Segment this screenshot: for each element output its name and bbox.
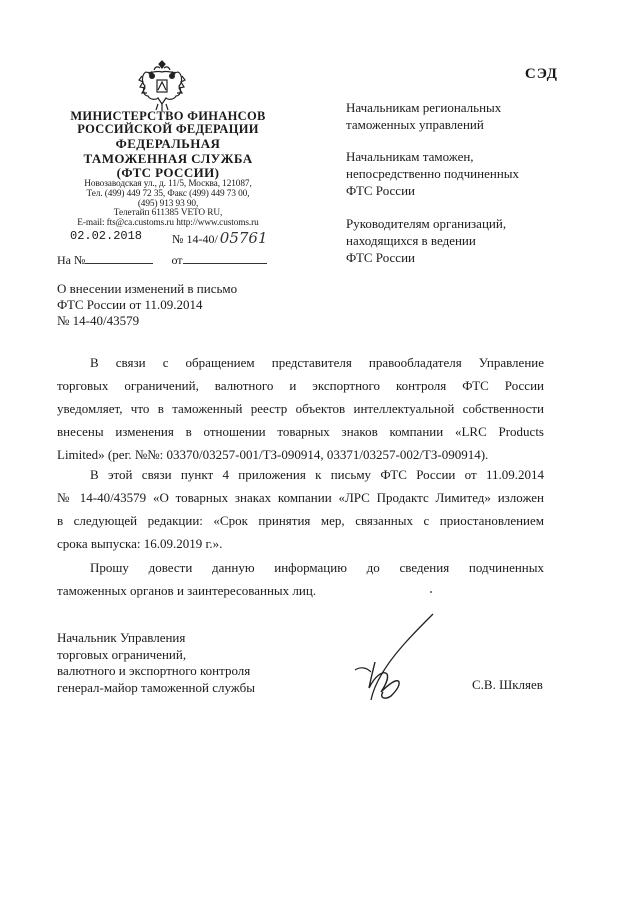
from-label: от [171, 253, 183, 267]
ministry-line: МИНИСТЕРСТВО ФИНАНСОВ [70, 109, 266, 123]
paragraph-line: в следующей редакции: «Срок принятия мер, связанных с приостановлением [57, 513, 544, 528]
reply-reference-row [57, 253, 267, 268]
reply-to-label: На № [57, 253, 86, 267]
signer-position [57, 630, 255, 696]
addressee-block [346, 215, 506, 266]
addressee-line: Начальникам региональных [346, 100, 502, 115]
contact-line: (495) 913 93 90, [137, 198, 199, 209]
subject-line: ФТС России от 11.09.2014 [57, 297, 203, 312]
ministry-line: РОССИЙСКОЙ ФЕДЕРАЦИИ [77, 122, 259, 136]
stray-mark [430, 591, 432, 593]
addressee-block [346, 148, 519, 199]
addressee-line: таможенных управлений [346, 117, 484, 132]
paragraph-line: В этой связи пункт 4 приложения к письму ФТС России от 11.09.2014 [90, 467, 544, 482]
contact-line: Телетайп 611385 VETO RU, [113, 208, 223, 219]
body-paragraph [57, 351, 544, 466]
paragraph-line: торговых ограничений, валютного и экспортного контроля ФТС России [57, 378, 544, 393]
addressee-line: Начальникам таможен, [346, 149, 474, 164]
reply-number-blank [85, 253, 153, 264]
body-paragraph [57, 463, 544, 555]
service-line: (ФТС РОССИИ) [116, 165, 220, 180]
from-date-blank [183, 253, 267, 264]
paragraph-line: срока выпуска: 16.09.2019 г.». [57, 536, 223, 551]
ministry-name [52, 110, 284, 136]
addressee-line: ФТС России [346, 183, 415, 198]
paragraph-line: № 14-40/43579 «О товарных знаках компании «ЛРС Продактс Лимитед» изложен [57, 490, 544, 505]
contact-line: Новозаводская ул., д. 11/5, Москва, 121087, [84, 179, 252, 189]
contact-line: E-mail: fts@ca.customs.ru http://www.customs.ru [77, 218, 259, 229]
addressee-line: непосредственно подчиненных [346, 166, 520, 181]
coat-of-arms-icon [138, 60, 186, 112]
service-line: ТАМОЖЕННАЯ СЛУЖБА [83, 150, 253, 166]
paragraph-line: внесены изменения в отношении товарных знаков компании «LRC Products [57, 424, 544, 439]
contact-line: Тел. (499) 449 72 35, Факс (499) 449 73 00, [86, 188, 250, 199]
registration-number-prefix: № 14-40/ [172, 232, 218, 246]
addressee-line: находящихся в ведении [346, 233, 476, 248]
registration-number-handwritten: 05761 [219, 229, 268, 247]
paragraph-line: таможенных органов и заинтересованных лиц. [57, 583, 317, 598]
position-line: торговых ограничений, [57, 646, 187, 662]
letter-subject [57, 281, 237, 329]
position-line: валютного и экспортного контроля [57, 663, 251, 678]
addressee-line: Руководителям организаций, [346, 216, 507, 231]
sed-label: СЭД [524, 66, 558, 82]
signer-name: С.В. Шкляев [472, 677, 543, 692]
position-line: Начальник Управления [57, 630, 186, 645]
addressee-line: ФТС России [346, 250, 415, 265]
paragraph-line: Прошу довести данную информацию до сведения подчиненных [90, 560, 544, 575]
paragraph-line: В связи с обращением представителя правообладателя Управление [90, 355, 544, 370]
paragraph-line: уведомляет, что в таможенный реестр объектов интеллектуальной собственности [57, 401, 544, 416]
registration-number [172, 229, 268, 247]
paragraph-line: Limited» (рег. №№: 03370/03257-001/ТЗ-090914, 03371/03257-002/ТЗ-090914). [57, 447, 489, 462]
position-line: генерал-майор таможенной службы [57, 679, 255, 695]
handwritten-signature [345, 612, 445, 704]
service-line: ФЕДЕРАЛЬНАЯ [115, 136, 221, 151]
registration-date: 02.02.2018 [70, 229, 143, 243]
sender-contacts [57, 180, 279, 229]
service-name [52, 137, 284, 181]
subject-line: № 14-40/43579 [57, 313, 140, 328]
body-paragraph [57, 556, 544, 602]
subject-line: О внесении изменений в письмо [57, 281, 238, 296]
addressee-block [346, 99, 501, 133]
